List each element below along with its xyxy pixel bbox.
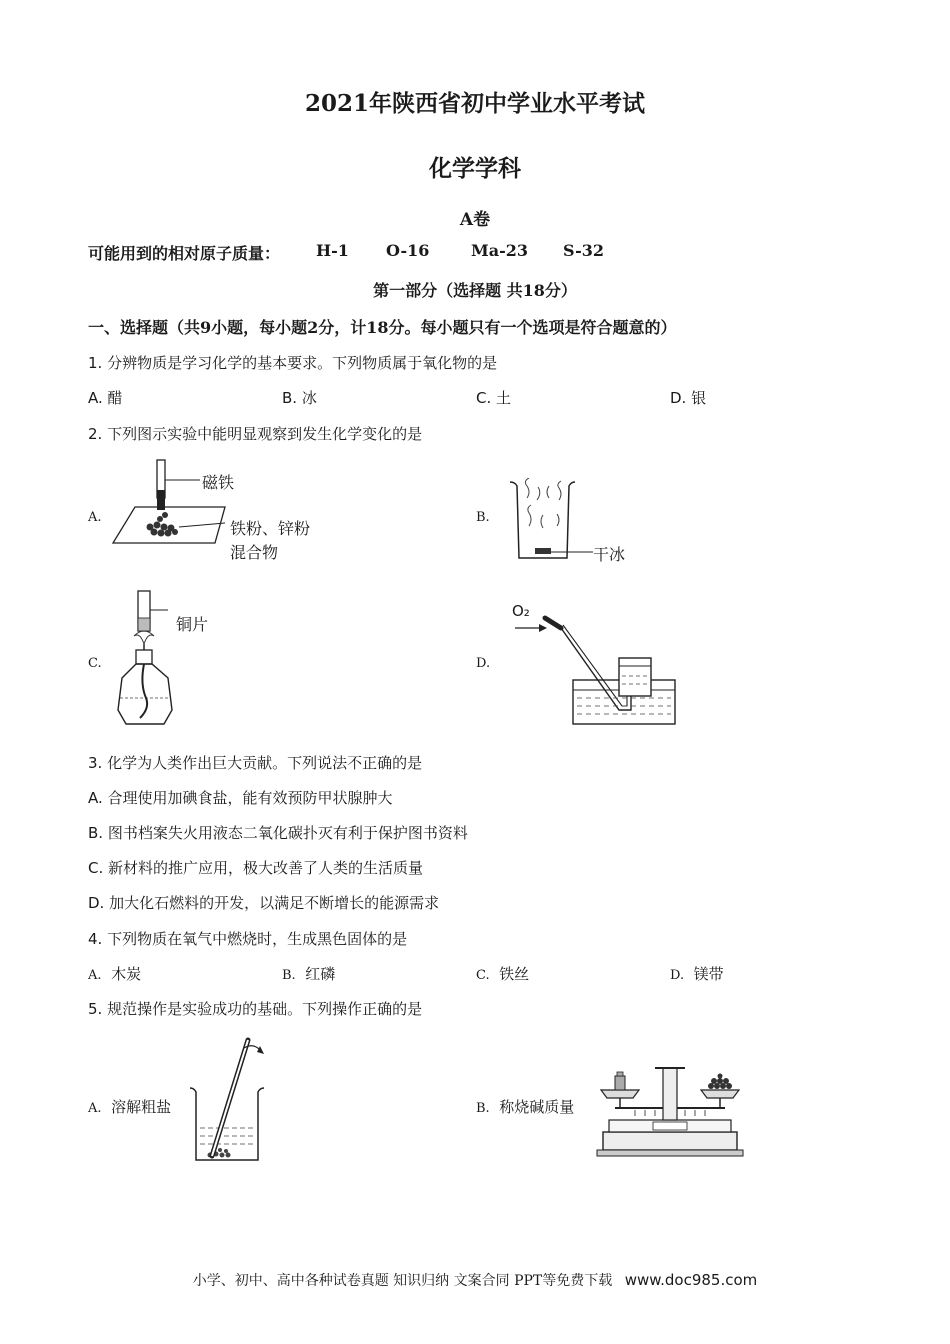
option-letter: D. xyxy=(88,894,105,912)
option-text: 称烧碱质量 xyxy=(499,1098,575,1116)
option-text: 银 xyxy=(691,389,707,407)
q1-option-b xyxy=(282,387,317,408)
left-pan xyxy=(601,1090,639,1098)
water-surface xyxy=(577,698,671,714)
right-pan xyxy=(701,1090,739,1098)
question-stem: 化学为人类作出巨大贡献。下列说法不正确的是 xyxy=(107,754,423,772)
collecting-bottle xyxy=(619,658,651,696)
q5-option-a xyxy=(88,1096,171,1117)
q2-figure-b-letter: B. xyxy=(476,510,490,525)
atomic-mass-line xyxy=(88,241,888,265)
question-number: 4. xyxy=(88,930,103,948)
q3-option-c xyxy=(88,857,423,878)
q2-figure-a-letter: A. xyxy=(88,510,102,525)
option-text: 加大化石燃料的开发，以满足不断增长的能源需求 xyxy=(109,894,440,912)
q3-option-a xyxy=(88,787,393,808)
q4-option-a xyxy=(88,963,141,984)
question-stem: 下列物质在氧气中燃烧时，生成黑色固体的是 xyxy=(107,930,408,948)
beaker xyxy=(190,1088,264,1160)
option-letter: A. xyxy=(88,389,103,407)
section-title: 一、选择题（共9小题，每小题2分，计18分。每小题只有一个选项是符合题意的） xyxy=(88,318,677,337)
option-text: 溶解粗盐 xyxy=(111,1098,172,1116)
atomic-mass-label: 可能用到的相对原子质量： xyxy=(88,244,281,263)
atomic-mass-s: S-32 xyxy=(563,241,605,260)
scale-window xyxy=(653,1122,687,1130)
balance-base xyxy=(603,1132,737,1150)
footer-text: 小学、初中、高中各种试卷真题 知识归纳 文案合同 PPT等免费下载 xyxy=(192,1273,613,1289)
q4-option-c xyxy=(476,963,529,984)
magnet-label: 磁铁 xyxy=(202,473,235,492)
option-letter: B. xyxy=(282,389,298,407)
option-text: 镁带 xyxy=(693,965,724,983)
rubber-tube xyxy=(545,618,561,628)
flame xyxy=(134,631,154,644)
option-letter: C. xyxy=(88,859,104,877)
exam-title: 2021年陕西省初中学业水平考试 xyxy=(304,90,645,117)
q2-figure-c-letter: C. xyxy=(88,656,102,671)
option-letter: A. xyxy=(88,968,102,983)
option-letter: A. xyxy=(88,789,103,807)
q4-option-b xyxy=(282,963,335,984)
q3-option-d xyxy=(88,892,439,913)
option-text: 冰 xyxy=(301,389,317,407)
option-letter: D. xyxy=(670,968,685,983)
option-letter: C. xyxy=(476,968,490,983)
atomic-mass-ma: Ma-23 xyxy=(471,241,528,260)
option-text: 图书档案失火用液态二氧化碳扑灭有利于保护图书资料 xyxy=(107,824,468,842)
label-leader xyxy=(179,523,225,527)
q3-option-b xyxy=(88,822,468,843)
atomic-mass-h: H-1 xyxy=(316,241,349,260)
paper-sheet xyxy=(113,507,225,543)
powder-label: 铁粉、锌粉 xyxy=(230,519,311,538)
option-letter: C. xyxy=(476,389,492,407)
option-letter: B. xyxy=(88,824,104,842)
vapor-wisps xyxy=(525,478,561,528)
weight xyxy=(615,1076,625,1090)
question-5 xyxy=(88,998,422,1019)
question-1 xyxy=(88,352,497,373)
question-3 xyxy=(88,752,422,773)
option-letter: D. xyxy=(670,389,687,407)
q1-option-c xyxy=(476,387,511,408)
balance-diagram xyxy=(595,1060,745,1160)
question-number: 5. xyxy=(88,1000,103,1018)
option-text: 醋 xyxy=(107,389,123,407)
question-stem: 分辨物质是学习化学的基本要求。下列物质属于氧化物的是 xyxy=(107,354,498,372)
question-number: 3. xyxy=(88,754,103,772)
oxygen-label: O₂ xyxy=(512,602,530,620)
subject-title: 化学学科 xyxy=(429,155,521,182)
dry-ice-block xyxy=(535,548,551,554)
footer-url[interactable]: www.doc985.com xyxy=(624,1271,758,1289)
oxygen-collection-diagram xyxy=(505,598,680,730)
question-4 xyxy=(88,928,407,949)
option-letter: B. xyxy=(282,968,296,983)
question-number: 1. xyxy=(88,354,103,372)
option-text: 合理使用加碘食盐，能有效预防甲状腺肿大 xyxy=(107,789,393,807)
sample-pile xyxy=(708,1074,732,1090)
lamp-cap xyxy=(136,650,152,664)
option-text: 新材料的推广应用，极大改善了人类的生活质量 xyxy=(108,859,424,877)
powder-pile xyxy=(147,512,179,537)
part-title: 第一部分（选择题 共18分） xyxy=(373,281,577,300)
q5-option-b xyxy=(476,1096,574,1117)
option-letter: B. xyxy=(476,1101,490,1116)
question-2 xyxy=(88,423,422,444)
q2-figure-d-letter: D. xyxy=(476,656,491,671)
magnet-tip xyxy=(157,490,165,510)
volume-label: A卷 xyxy=(459,210,491,230)
option-text: 铁丝 xyxy=(499,965,530,983)
question-stem: 下列图示实验中能明显观察到发生化学变化的是 xyxy=(107,425,423,443)
balance-pillar xyxy=(663,1068,677,1120)
wick-line xyxy=(140,664,147,718)
footer xyxy=(0,1270,950,1290)
question-stem: 规范操作是实验成功的基础。下列操作正确的是 xyxy=(107,1000,423,1018)
option-text: 土 xyxy=(496,389,512,407)
beaker xyxy=(510,482,575,558)
option-text: 红磷 xyxy=(305,965,336,983)
option-text: 木炭 xyxy=(111,965,142,983)
question-number: 2. xyxy=(88,425,103,443)
atomic-mass-o: O-16 xyxy=(386,241,430,260)
water-surface xyxy=(200,1128,254,1144)
q1-option-a xyxy=(88,387,123,408)
q4-option-d xyxy=(670,963,724,984)
dry-ice-label: 干冰 xyxy=(593,545,626,564)
alcohol-lamp-diagram xyxy=(112,588,212,730)
q1-option-d xyxy=(670,387,706,408)
copper-label: 铜片 xyxy=(176,615,209,634)
dissolving-salt-diagram xyxy=(188,1030,278,1165)
mixture-label: 混合物 xyxy=(230,543,279,562)
option-letter: A. xyxy=(88,1101,102,1116)
